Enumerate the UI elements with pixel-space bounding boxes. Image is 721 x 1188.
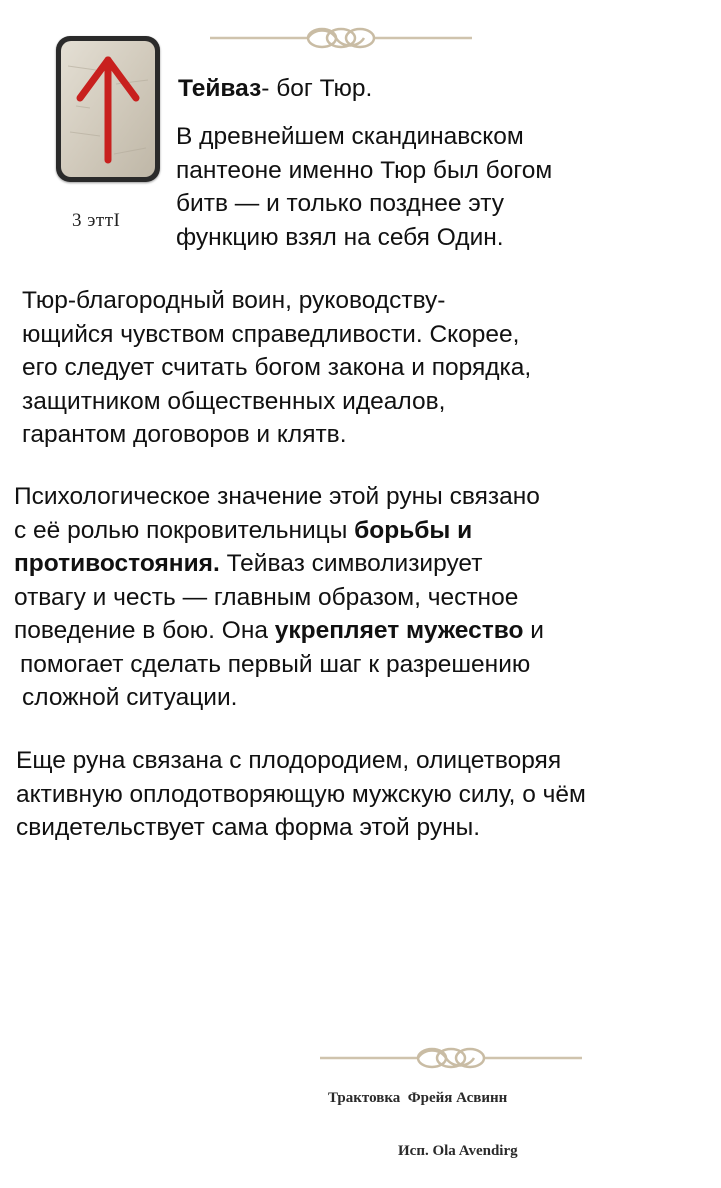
rune-title: [178, 72, 372, 106]
intro-line: функцию взял на себя Один.: [176, 223, 504, 251]
top-knot-divider-icon: [210, 22, 472, 54]
interpretation-credit: Трактовка Фрейя Асвинн: [328, 1090, 508, 1106]
paragraph-psychological-meaning: [14, 480, 544, 715]
paragraph-line: помогает сделать первый шаг к разрешению: [20, 650, 531, 678]
paragraph-line: Еще руна связана с плодородием, олицетворяя: [16, 747, 562, 774]
rune-name: Тейваз: [178, 75, 262, 102]
paragraph-line: его следует считать богом закона и порядка,: [22, 354, 532, 381]
intro-line: битв — и только позднее эту: [176, 190, 504, 217]
ett-label: 3 эттI: [72, 210, 121, 231]
paragraph-line: [14, 514, 544, 548]
intro-line: В древнейшем скандинавском: [176, 123, 524, 150]
emphasis-text: противостояния.: [14, 550, 220, 577]
emphasis-text: борьбы и: [354, 516, 473, 544]
paragraph-line: Тюр-благородный воин, руководству-: [22, 287, 446, 314]
paragraph-line: отвагу и честь — главным образом, честное: [14, 583, 519, 611]
performer-credit: Исп. Ola Avendirg: [398, 1143, 518, 1159]
paragraph-tyr-warrior: [22, 284, 531, 452]
teiwaz-rune-icon: [56, 36, 160, 182]
paragraph-text: и: [523, 617, 544, 644]
intro-paragraph: [176, 120, 552, 254]
paragraph-line: [14, 614, 544, 648]
paragraph-text: Тейваз символизирует: [219, 550, 483, 577]
paragraph-fertility: [16, 744, 586, 845]
paragraph-line: ющийся чувством справедливости. Скорее,: [22, 320, 520, 348]
paragraph-line: гарантом договоров и клятв.: [22, 421, 347, 448]
paragraph-line: защитником общественных идеалов,: [22, 387, 446, 415]
paragraph-line: свидетельствует сама форма этой руны.: [16, 814, 481, 841]
paragraph-text: с её ролью покровительницы: [14, 516, 355, 544]
paragraph-line: активную оплодотворяющую мужскую силу, о чём: [16, 780, 586, 808]
bottom-knot-divider-icon: [320, 1042, 582, 1074]
paragraph-text: поведение в бою. Она: [14, 617, 275, 644]
intro-line: пантеоне именно Тюр был богом: [176, 156, 553, 184]
emphasis-text: укрепляет мужество: [274, 617, 524, 644]
paragraph-line: сложной ситуации.: [22, 684, 238, 711]
paragraph-line: Психологическое значение этой руны связано: [14, 483, 540, 510]
rune-title-rest: - бог Тюр.: [261, 75, 373, 102]
paragraph-line: [14, 547, 544, 581]
